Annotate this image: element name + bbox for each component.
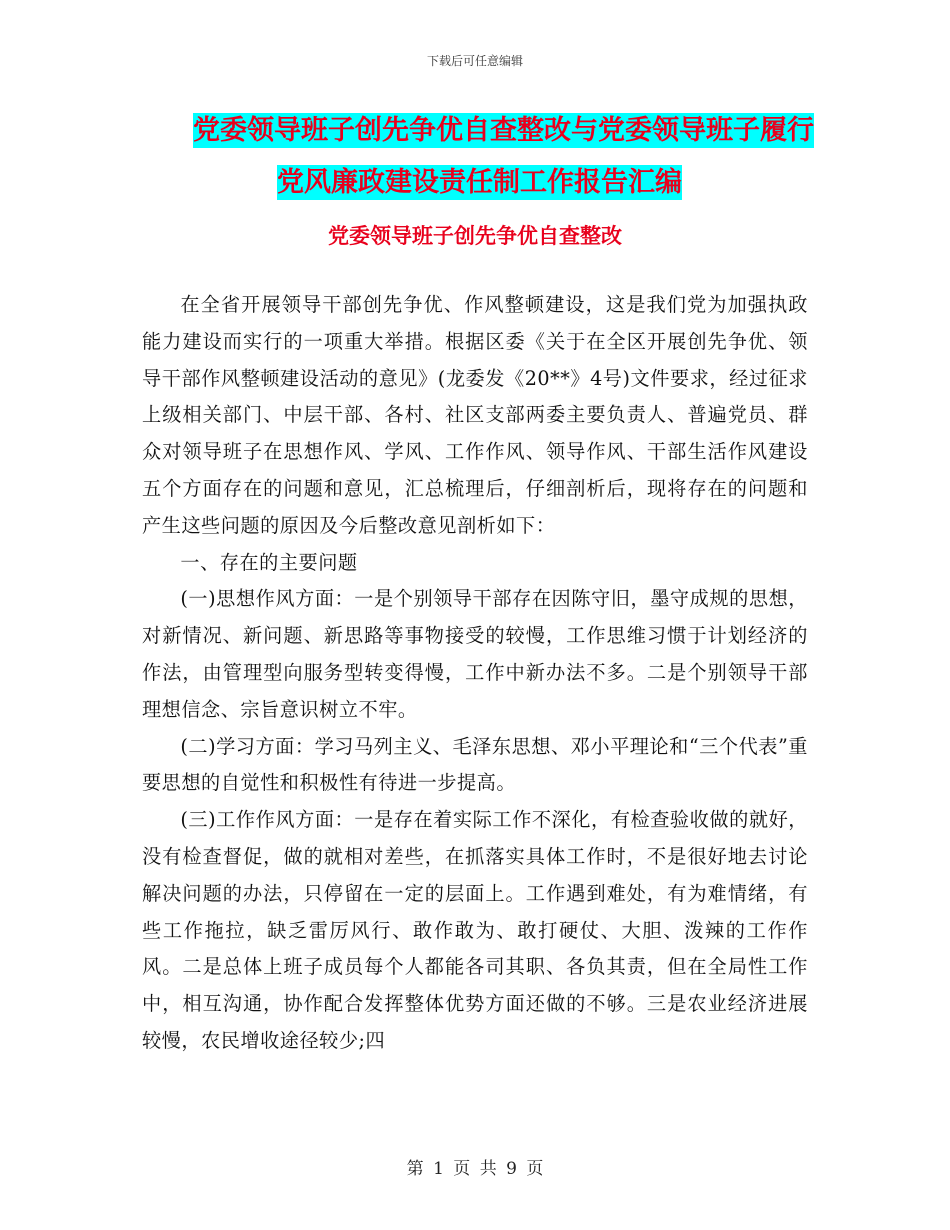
section-title: 党委领导班子创先争优自查整改: [328, 223, 622, 248]
paragraph-work-style: (三)工作作风方面：一是存在着实际工作不深化，有检查验收做的就好，没有检查督促，做的就相对差些，在抓落实具体工作时，不是很好地去讨论解决问题的办法，只停留在一定的层面上。工作遇到难处，有为难情绪，有些工作拖拉，缺乏雷厉风行、敢作敢为、敢打硬仗、大胆、泼辣的工作作风。二是总体上班子成员每个人都能各司其职、各负其责，但在全局性工作中，相互沟通，协作配合发挥整体优势方面还做的不够。三是农业经济进展较慢，农民增收途径较少;四: [142, 808, 808, 1052]
title-line-1-text: 党委领导班子创先争优自查整改与党委领导班子履行: [193, 115, 814, 146]
body-text: [142, 287, 808, 1060]
title-line-2: [277, 156, 682, 210]
header-note: 下载后可任意编辑: [426, 54, 523, 68]
title-line-2-text: 党风廉政建设责任制工作报告汇编: [277, 167, 682, 198]
title-line-1: [193, 104, 814, 158]
paragraph-thought-style: (一)思想作风方面：一是个别领导干部存在因陈守旧，墨守成规的思想，对新情况、新问题、新思路等事物接受的较慢，工作思维习惯于计划经济的作法，由管理型向服务型转变得慢，工作中新办法不多。二是个别领导干部理想信念、宗旨意识树立不牢。: [142, 587, 808, 721]
paragraph-heading-main-problems: 一、存在的主要问题: [180, 550, 358, 574]
paragraph-study: (二)学习方面：学习马列主义、毛泽东思想、邓小平理论和“三个代表”重要思想的自觉性和积极性有待进一步提高。: [142, 734, 808, 795]
page-footer: 第 1 页 共 9 页: [406, 1159, 544, 1179]
paragraph-intro: 在全省开展领导干部创先争优、作风整顿建设，这是我们党为加强执政能力建设而实行的一项重大举措。根据区委《关于在全区开展创先争优、领导干部作风整顿建设活动的意见》(龙委发《20**》4号)文件要求，经过征求上级相关部门、中层干部、各村、社区支部两委主要负责人、普遍党员、群众对领导班子在思想作风、学风、工作作风、领导作风、干部生活作风建设五个方面存在的问题和意见，汇总梳理后，仔细剖析后，现将存在的问题和产生这些问题的原因及今后整改意见剖析如下：: [142, 293, 808, 537]
